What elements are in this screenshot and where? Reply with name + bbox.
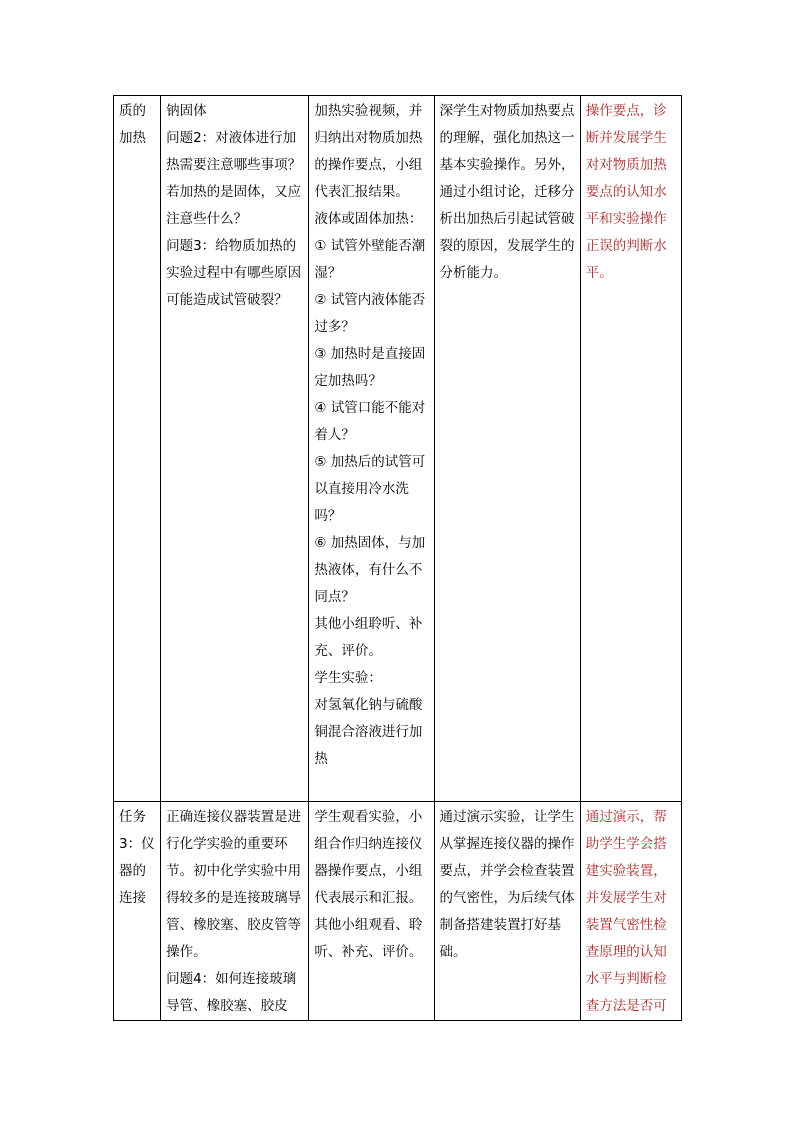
evaluation-text: 通过演示，帮助学生学会搭建实验装置，并发展学生对装置气密性检查原理的认知水平与判断检查方法是否可	[585, 809, 667, 1014]
student-question-3: ③ 加热时是直接固定加热吗？	[314, 346, 426, 389]
stage-text: 3：仪	[119, 836, 155, 852]
design-intent-cell	[434, 96, 580, 802]
teacher-text: 正确连接仪器装置是进行化学实验的重要环节。初中化学实验中用得较多的是连接玻璃导管、橡胶塞、胶皮管等操作。	[166, 809, 302, 960]
stage-text: 连接	[119, 890, 146, 906]
stage-text: 加热	[119, 130, 146, 146]
student-activity-cell	[309, 96, 434, 802]
student-text: 学生观看实验，小组合作归纳连接仪器操作要点，小组代表展示和汇报。	[314, 809, 423, 906]
evaluation-cell	[580, 802, 681, 1021]
table-row	[114, 96, 682, 802]
table-row	[114, 802, 682, 1021]
lesson-plan-table	[113, 95, 682, 1021]
teacher-activity-cell	[161, 96, 309, 802]
student-text: 对氢氧化钠与硫酸铜混合溶液进行加热	[314, 697, 423, 767]
student-text: 其他小组聆听、补充、评价。	[314, 616, 423, 659]
student-activity-cell	[309, 802, 434, 1021]
student-text: 其他小组观看、聆听、补充、评价。	[314, 917, 423, 960]
evaluation-cell	[580, 96, 681, 802]
design-intent-cell	[434, 802, 580, 1021]
stage-text: 质的	[119, 103, 146, 119]
student-question-2: ② 试管内液体能否过多？	[314, 292, 426, 335]
student-text: 加热实验视频，并归纳出对物质加热的操作要点，小组代表汇报结果。	[314, 103, 423, 200]
stage-cell	[114, 96, 161, 802]
intent-text: 深学生对物质加热要点的理解，强化加热这一基本实验操作。另外，通过小组讨论，迁移分析出加热后引起试管破裂的原因，发展学生的分析能力。	[439, 103, 575, 281]
student-text: 液体或固体加热：	[314, 211, 423, 227]
student-question-6: ⑥ 加热固体，与加热液体，有什么不同点？	[314, 535, 426, 605]
question-2: 问题2：对液体进行加热需要注意哪些事项？若加热的是固体，又应注意些什么？	[166, 130, 302, 227]
student-question-5: ⑤ 加热后的试管可以直接用冷水洗吗？	[314, 454, 426, 524]
stage-text: 任务	[119, 809, 146, 825]
teacher-activity-cell	[161, 802, 309, 1021]
stage-cell	[114, 802, 161, 1021]
student-text: 学生实验：	[314, 670, 382, 686]
question-4: 问题4：如何连接玻璃导管、橡胶塞、胶皮	[166, 971, 297, 1014]
intent-text: 通过演示实验，让学生从掌握连接仪器的操作要点，并学会检查装置的气密性，为后续气体制备搭建装置打好基础。	[439, 809, 575, 960]
student-question-1: ① 试管外壁能否潮湿？	[314, 238, 426, 281]
teacher-text: 钠固体	[166, 103, 207, 119]
stage-text: 器的	[119, 863, 146, 879]
question-3: 问题3：给物质加热的实验过程中有哪些原因可能造成试管破裂？	[166, 238, 302, 308]
student-question-4: ④ 试管口能不能对着人？	[314, 400, 426, 443]
evaluation-text: 操作要点，诊断并发展学生对对物质加热要点的认知水平和实验操作正误的判断水平。	[585, 103, 667, 281]
